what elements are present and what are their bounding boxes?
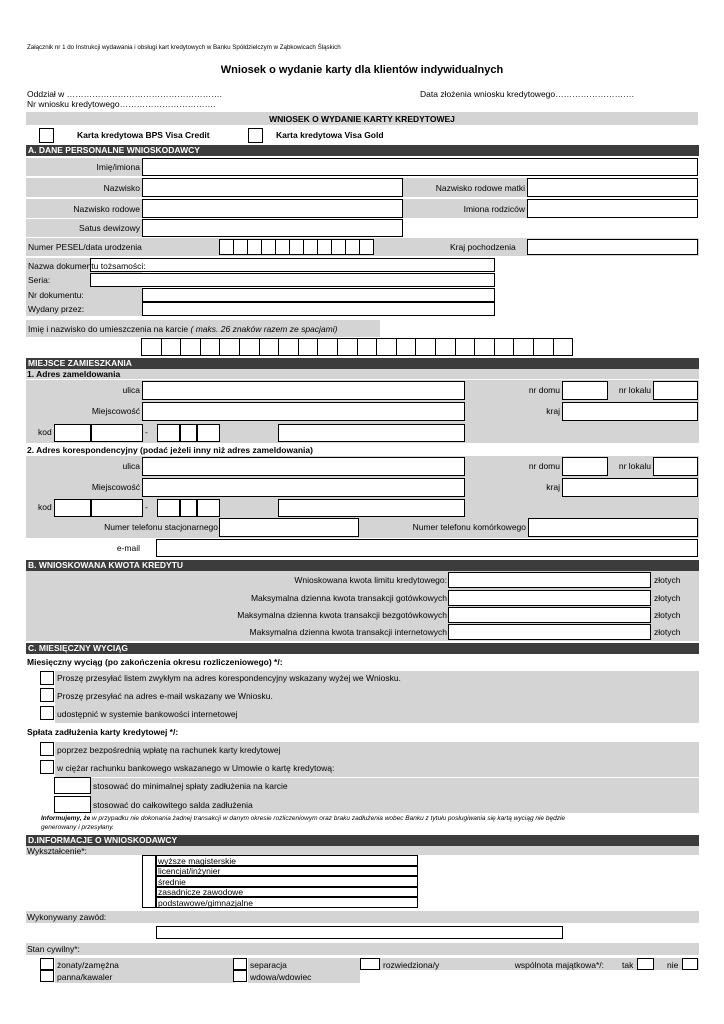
internet-limit-input[interactable] xyxy=(448,624,651,640)
statement-post-label: Proszę przesyłać listem zwykłym na adres korespondencyjny wskazany wyżej we Wniosku. xyxy=(57,673,401,683)
postcode-label: kod xyxy=(38,427,52,437)
separation-checkbox[interactable] xyxy=(233,958,247,970)
pesel-digit-cell[interactable] xyxy=(331,239,346,255)
cash-limit-input[interactable] xyxy=(448,590,651,606)
mobile-label: Numer telefonu komórkowego xyxy=(412,522,526,532)
pesel-digit-cell[interactable] xyxy=(275,239,290,255)
residence-title: MIEJSCE ZAMIESZKANIA xyxy=(28,358,132,368)
marital-label: Stan cywilny*: xyxy=(27,944,80,954)
postcode-cell[interactable] xyxy=(54,424,91,442)
single-checkbox[interactable] xyxy=(40,970,54,982)
joint-yes-label: tak xyxy=(622,960,634,970)
pesel-digit-cell[interactable] xyxy=(247,239,262,255)
registered-address-title: 1. Adres zameldowania xyxy=(27,369,121,379)
corr-city-input[interactable] xyxy=(142,478,465,497)
repay-minimum-label: stosować do minimalnej spłaty zadłużenia na karcie xyxy=(93,781,288,791)
surname-input[interactable] xyxy=(142,178,403,197)
card-name-label: Imię i nazwisko do umieszczenia na karcie ( maks. 26 znaków razem ze spacjami) xyxy=(28,324,338,334)
separation-label: separacja xyxy=(250,960,287,970)
joint-property-label: wspólnota majątkowa*/: xyxy=(514,960,604,970)
card-name-char-cell[interactable] xyxy=(435,338,456,356)
pesel-digit-cell[interactable] xyxy=(219,239,234,255)
email-label: e-mail xyxy=(116,543,140,553)
card-name-note: ( maks. 26 znaków razem ze spacjami) xyxy=(190,324,338,334)
joint-no-label: nie xyxy=(667,960,679,970)
issued-by-input[interactable] xyxy=(142,302,495,316)
corr-flat-no-input[interactable] xyxy=(653,457,698,476)
pesel-digit-cell[interactable] xyxy=(233,239,248,255)
street-label: ulica xyxy=(122,385,140,395)
annex-note: Załącznik nr 1 do Instrukcji wydawania i obsługi kart kredytowych w Banku Spółdzielczym w Ząbkowicach Śląskich xyxy=(27,44,341,51)
pesel-digit-cell[interactable] xyxy=(261,239,276,255)
repay-heading: Spłata zadłużenia karty kredytowej */: xyxy=(27,727,179,737)
country-input[interactable] xyxy=(562,402,698,421)
flat-no-input[interactable] xyxy=(653,381,698,400)
widowed-label: wdowa/wdowiec xyxy=(250,972,312,982)
single-label: panna/kawaler xyxy=(57,972,113,982)
cashless-limit-label: Maksymalna dzienna kwota transakcji bezgotówkowych xyxy=(237,610,447,620)
parents-names-input[interactable] xyxy=(527,199,698,218)
profession-header-bg xyxy=(26,911,699,923)
corr-house-no-label: nr domu xyxy=(528,461,560,471)
internet-limit-label: Maksymalna dzienna kwota transakcji internetowych xyxy=(249,627,447,637)
card-name-char-cell[interactable] xyxy=(553,338,574,356)
education-label: Wykształcenie*: xyxy=(27,846,87,856)
card-name-char-cell[interactable] xyxy=(180,338,201,356)
education-option-label: podstawowe/gimnazjalne xyxy=(158,898,253,908)
mobile-input[interactable] xyxy=(528,518,698,537)
house-no-label: nr domu xyxy=(528,385,560,395)
card-name-char-cell[interactable] xyxy=(376,338,397,356)
postcode-cell[interactable] xyxy=(157,424,180,442)
card-name-char-cell[interactable] xyxy=(474,338,495,356)
city-input[interactable] xyxy=(142,402,465,421)
limit-label: Wnioskowana kwota limitu kredytowego: xyxy=(294,575,447,585)
education-option-label: wyższe magisterskie xyxy=(158,856,236,866)
repay-account-label: w ciężar rachunku bankowego wskazanego w Umowie o kartę kredytową: xyxy=(57,763,335,773)
registered-header-bg xyxy=(26,369,699,379)
card-name-char-cell[interactable] xyxy=(396,338,417,356)
limit-unit: złotych xyxy=(654,575,681,585)
profession-input[interactable] xyxy=(156,926,563,939)
postcode-dash: - xyxy=(145,427,148,437)
card-name-char-cell[interactable] xyxy=(337,338,358,356)
card-name-char-cell[interactable] xyxy=(357,338,378,356)
corr-postcode-cell[interactable] xyxy=(197,499,220,517)
statement-note-line1: Informujemy, że w przypadku nie dokonania żadnej transakcji w danym okresie rozliczeniowym oraz braku zadłużenia wobec Banku z tytułu posługiwania się kartą wyciąg nie będzie xyxy=(41,815,565,822)
phone-label: Numer telefonu stacjonarnego xyxy=(104,522,218,532)
card-name-char-cell[interactable] xyxy=(455,338,476,356)
origin-country-input[interactable] xyxy=(527,239,698,255)
cashless-limit-unit: złotych xyxy=(654,610,681,620)
maiden-name-input[interactable] xyxy=(142,199,403,218)
statement-email-checkbox[interactable] xyxy=(40,688,54,702)
section-b-title: B. WNIOSKOWANA KWOTA KREDYTU xyxy=(28,560,184,570)
education-checkbox-column[interactable] xyxy=(142,855,156,908)
repay-full-checkbox[interactable] xyxy=(54,796,91,813)
pesel-digit-cell[interactable] xyxy=(317,239,332,255)
postcode-cell[interactable] xyxy=(197,424,220,442)
country-label: kraj xyxy=(546,406,560,416)
corr-postcode-cell[interactable] xyxy=(54,499,91,517)
parents-names-label: Imiona rodziców xyxy=(463,204,525,214)
statement-email-label: Proszę przesyłać na adres e-mail wskazany we Wniosku. xyxy=(57,691,273,701)
tax-status-input[interactable] xyxy=(142,219,403,237)
visa-gold-label: Karta kredytowa Visa Gold xyxy=(276,130,384,140)
email-input[interactable] xyxy=(156,539,698,557)
divorced-label: rozwiedziona/y xyxy=(383,960,440,970)
card-name-char-cell[interactable] xyxy=(141,338,162,356)
education-option-row[interactable] xyxy=(156,876,418,887)
visa-gold-checkbox[interactable] xyxy=(248,128,263,143)
mother-maiden-input[interactable] xyxy=(527,178,698,197)
corr-country-input[interactable] xyxy=(562,478,698,497)
section-a-title: A. DANE PERSONALNE WNIOSKODAWCY xyxy=(28,145,200,155)
card-name-char-cell[interactable] xyxy=(317,338,338,356)
pesel-digit-cell[interactable] xyxy=(303,239,318,255)
card-section-title: WNIOSEK O WYDANIE KARTY KREDYTOWEJ xyxy=(269,114,455,124)
card-name-char-cell[interactable] xyxy=(513,338,534,356)
statement-heading: Miesięczny wyciąg (po zakończenia okresu rozliczeniowego) */: xyxy=(27,657,283,667)
corr-street-input[interactable] xyxy=(142,457,465,476)
pesel-label: Numer PESEL/data urodzenia xyxy=(28,242,142,252)
married-checkbox[interactable] xyxy=(40,958,54,970)
corr-postcode-cell[interactable] xyxy=(91,499,143,517)
id-doc-label: Nazwa dokumentu tożsamości: xyxy=(28,261,146,271)
card-name-char-cell[interactable] xyxy=(200,338,221,356)
maiden-name-label: Nazwisko rodowe xyxy=(73,204,140,214)
joint-yes-checkbox[interactable] xyxy=(637,958,654,970)
doc-number-input[interactable] xyxy=(142,288,495,302)
city-label: Miejscowość xyxy=(91,406,140,416)
mother-maiden-label: Nazwisko rodowe matki xyxy=(435,183,525,193)
marital-header-bg xyxy=(26,943,699,955)
profession-label: Wykonywany zawód: xyxy=(27,912,107,922)
repay-full-label: stosować do całkowitego salda zadłużenia xyxy=(93,800,253,810)
corr-postcode-cell[interactable] xyxy=(180,499,197,517)
series-label: Seria: xyxy=(28,275,51,285)
origin-country-label: Kraj pochodzenia xyxy=(450,242,516,252)
postcode-cell[interactable] xyxy=(91,424,143,442)
repay-direct-checkbox[interactable] xyxy=(40,742,54,756)
corr-flat-no-label: nr lokalu xyxy=(618,461,651,471)
joint-no-checkbox[interactable] xyxy=(682,958,698,970)
tax-status-label: Satus dewizowy xyxy=(79,223,140,233)
page-title: Wniosek o wydanie karty dla klientów indywidualnych xyxy=(220,64,504,76)
surname-label: Nazwisko xyxy=(103,183,140,193)
flat-no-label: nr lokalu xyxy=(618,385,651,395)
corr-address-title: 2. Adres korespondencyjny (podać jeżeli inny niż adres zameldowania) xyxy=(27,445,313,455)
repay-direct-label: poprzez bezpośrednią wpłatę na rachunek karty kredytowej xyxy=(57,745,281,755)
repay-minimum-checkbox[interactable] xyxy=(54,777,91,794)
first-names-label: Imię/imiona xyxy=(96,162,140,172)
first-names-input[interactable] xyxy=(142,158,698,176)
request-number-field[interactable]: Nr wniosku kredytowego……………………………. xyxy=(27,99,216,109)
section-d-title: D.INFORMACJE O WNIOSKODAWCY xyxy=(28,835,178,845)
card-name-char-cell[interactable] xyxy=(219,338,240,356)
id-doc-input[interactable] xyxy=(90,258,495,272)
married-label: żonaty/zamężna xyxy=(57,960,119,970)
limit-input[interactable] xyxy=(448,572,651,588)
education-option-label: zasadnicze zawodowe xyxy=(158,887,244,897)
card-name-char-cell[interactable] xyxy=(494,338,515,356)
section-c-title: C. MIESIĘCZNY WYCIĄG xyxy=(28,643,128,653)
corr-city-label: Miejscowość xyxy=(91,482,140,492)
pesel-digit-cell[interactable] xyxy=(345,239,360,255)
card-name-char-cell[interactable] xyxy=(161,338,182,356)
statement-online-label: udostępnić w systemie bankowości internetowej xyxy=(57,709,238,719)
divorced-checkbox[interactable] xyxy=(360,958,380,970)
card-name-char-cell[interactable] xyxy=(415,338,436,356)
corr-country-label: kraj xyxy=(546,482,560,492)
pesel-digit-cell[interactable] xyxy=(359,239,374,255)
statement-online-checkbox[interactable] xyxy=(40,706,54,720)
corr-house-no-input[interactable] xyxy=(562,457,608,476)
phone-input[interactable] xyxy=(219,518,359,537)
card-name-char-cell[interactable] xyxy=(259,338,280,356)
education-header-bg xyxy=(26,846,699,855)
street-input[interactable] xyxy=(142,381,465,400)
card-name-char-cell[interactable] xyxy=(239,338,260,356)
statement-note-line2: generowany i przesyłany. xyxy=(41,824,114,831)
internet-limit-unit: złotych xyxy=(654,627,681,637)
cashless-limit-input[interactable] xyxy=(448,607,651,623)
cash-limit-unit: złotych xyxy=(654,593,681,603)
corr-postcode-label: kod xyxy=(38,502,52,512)
education-option-label: średnie xyxy=(158,877,186,887)
visa-credit-label: Karta kredytowa BPS Visa Credit xyxy=(77,130,210,140)
house-no-input[interactable] xyxy=(562,381,608,400)
issued-by-label: Wydany przez: xyxy=(28,304,85,314)
cash-limit-label: Maksymalna dzienna kwota transakcji gotówkowych xyxy=(250,593,447,603)
postcode-cell[interactable] xyxy=(180,424,197,442)
card-name-char-cell[interactable] xyxy=(298,338,319,356)
visa-credit-checkbox[interactable] xyxy=(39,128,54,143)
repay-account-checkbox[interactable] xyxy=(40,760,54,774)
statement-post-checkbox[interactable] xyxy=(40,671,54,685)
post-office-input[interactable] xyxy=(278,424,465,442)
education-option-label: licencjat/inżynier xyxy=(158,866,221,876)
corr-postcode-dash: - xyxy=(145,502,148,512)
pesel-digit-cell[interactable] xyxy=(289,239,304,255)
submission-date-field[interactable]: Data złożenia wniosku kredytowego………………………. xyxy=(420,89,634,99)
corr-postcode-cell[interactable] xyxy=(157,499,180,517)
widowed-checkbox[interactable] xyxy=(233,970,247,982)
series-input[interactable] xyxy=(90,273,495,287)
corr-street-label: ulica xyxy=(122,461,140,471)
corr-post-office-input[interactable] xyxy=(278,499,465,517)
branch-field[interactable]: Oddział w ………………………………………………. xyxy=(27,89,223,99)
card-name-char-cell[interactable] xyxy=(533,338,554,356)
card-name-char-cell[interactable] xyxy=(278,338,299,356)
doc-number-label: Nr dokumentu: xyxy=(28,290,84,300)
